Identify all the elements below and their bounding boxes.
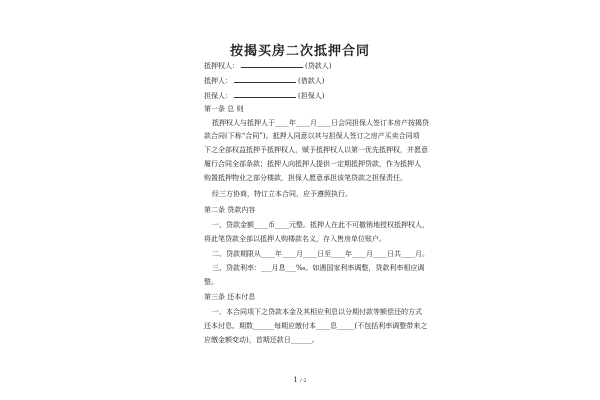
party-label: 担保人： [204, 92, 232, 100]
party-role: (借款人) [298, 77, 325, 85]
body-line: 下之全部权益抵押予抵押权人，赋予抵押权人以第一优先抵押权，并愿意 [204, 146, 428, 154]
body-line: 应缴金额变动)，首期还款日______。 [204, 336, 319, 344]
party-label: 抵押权人： [204, 62, 239, 70]
body-line: 整。 [204, 278, 218, 286]
body-line: 款合同(下称“合同”)。抵押人同意以其与担保人签订之房产买卖合同项 [204, 132, 420, 140]
body-line: 还本付息。期数______每期应缴付本____息_____(不包括利率调整带来之 [204, 322, 428, 330]
body-line: 购置抵押物业之部分楼款，担保人愿意承担该笔贷款之担保责任。 [204, 174, 407, 182]
body-line: 将此笔贷款全部以抵押人购楼款名义，存入售房单位账户。 [204, 235, 386, 243]
party-role: (担保人) [298, 92, 325, 100]
party-line-guarantor [204, 90, 324, 100]
party-role: (贷款人) [305, 62, 332, 70]
body-line: 一、本合同项下之贷款本金及其相应利息以分期付款等额偿还的方式 [212, 308, 422, 316]
section-heading: 第三条 还本付息 [204, 293, 256, 301]
section-heading: 第二条 贷款内容 [204, 206, 256, 214]
body-line: 二、贷款期限从____年____月____日至____年____月____日共____月。 [212, 250, 429, 258]
document-title: 按揭买房二次抵押合同 [229, 44, 370, 59]
blank-underline [234, 90, 296, 98]
body-line: 三、贷款利率：___月息___‰。如遇国家利率调整，贷款利率相应调 [212, 264, 425, 272]
body-line: 履行合同全部条款；抵押人向抵押人提供一定期抵押贷款，作为抵押人 [204, 160, 421, 168]
page-total: / 2 [300, 378, 307, 384]
body-line: 抵押权人与抵押人于____年____月____日会同担保人签订本房产按揭贷 [212, 119, 429, 127]
body-line: 一、贷款金额____币____元整。抵押人在此不可撤销地授权抵押权人， [212, 221, 429, 229]
blank-underline [234, 75, 296, 83]
party-label: 抵押人： [204, 77, 232, 85]
blank-underline [241, 60, 303, 68]
page-current: 1 [293, 376, 298, 384]
party-line-mortgagor [204, 75, 324, 85]
party-line-mortgagee [204, 60, 331, 70]
page-number [0, 376, 600, 384]
section-heading: 第一条 总 则 [204, 105, 244, 113]
body-line: 经三方协商，特订立本合同，应予遵照执行。 [212, 190, 352, 198]
